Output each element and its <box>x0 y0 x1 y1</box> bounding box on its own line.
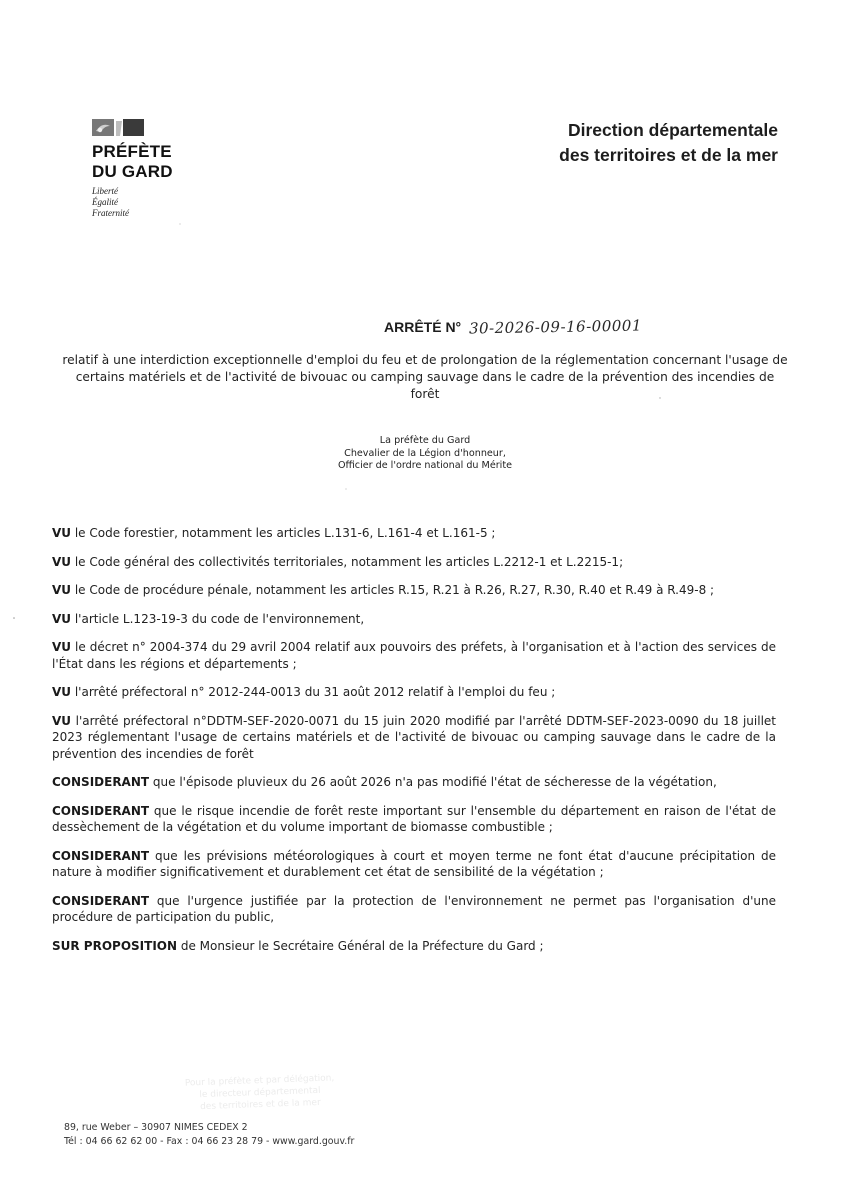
direction-line1: Direction départementale <box>567 120 778 140</box>
considerant-text: que l'urgence justifiée par la protection de l'environnement ne permet pas l'organisation d'une procédure de participation du public, <box>52 893 776 924</box>
considerant-keyword: CONSIDERANT <box>52 848 150 863</box>
bleed-line-2: le directeur départemental <box>199 1085 321 1101</box>
motto-egalite: Égalité <box>92 197 118 207</box>
prefect-honour-1: Chevalier de la Légion d'honneur, <box>344 447 506 459</box>
considerant-keyword: CONSIDERANT <box>52 775 150 789</box>
motto-fraternite: Fraternité <box>92 208 129 218</box>
footer-contact: Tél : 04 66 62 62 00 - Fax : 04 66 23 28 79 - www.gard.gouv.fr <box>64 1135 355 1147</box>
considerant-text: l'article L.123-19-3 du code de l'environnement, <box>71 611 365 626</box>
arrete-subject: relatif à une interdiction exceptionnelle d'emploi du feu et de prolongation de la réglementation concernant l'usage de certains matériels et de l'activité de bivouac ou camping sauvage dans le cadre de la prévention des incendies de forêt <box>62 353 788 401</box>
considerant-text: que les prévisions météorologiques à court et moyen terme ne font état d'aucune précipitation de nature à modifier significativement et durablement cet état de sensibilité de la végétation ; <box>52 848 776 879</box>
considerant-text: de Monsieur le Secrétaire Général de la Préfecture du Gard ; <box>177 938 544 953</box>
considerant-text: l'arrêté préfectoral n° 2012-244-0013 du 31 août 2012 relatif à l'emploi du feu ; <box>71 685 556 699</box>
prefecture-name-line1: PRÉFÈTE <box>92 142 172 161</box>
bleed-line-3: des territoires et de la mer <box>199 1097 321 1113</box>
considerant-keyword: VU <box>52 526 72 540</box>
considerant-text: le Code de procédure pénale, notamment les articles R.15, R.21 à R.26, R.27, R.30, R.40 et R.49 à R.49-8 ; <box>71 583 715 597</box>
footer-address: 89, rue Weber – 30907 NIMES CEDEX 2 <box>64 1122 248 1133</box>
considerant-keyword: CONSIDERANT <box>52 803 150 818</box>
arrete-label: ARRÊTÉ N° <box>384 319 462 335</box>
direction-line2: des territoires et de la mer <box>559 145 778 165</box>
considerant-keyword: VU <box>52 554 72 569</box>
considerant-keyword: VU <box>52 713 72 728</box>
prefect-honour-2: Officier de l'ordre national du Mérite <box>337 460 513 471</box>
considerant-keyword: VU <box>52 685 72 699</box>
considerant-keyword: CONSIDERANT <box>52 893 150 908</box>
bleed-line-1: Pour la préfète et par délégation, <box>184 1073 335 1089</box>
prefecture-name-line2: DU GARD <box>92 162 173 181</box>
considerant-keyword: SUR PROPOSITION <box>52 938 178 953</box>
considerant-text: l'arrêté préfectoral n°DDTM-SEF-2020-0071 du 15 juin 2020 modifié par l'arrêté DDTM-SEF-2023-0090 du 18 juillet 2023 réglementant l'usage de certains matériels et de l'activité de bivouac ou camping sauvage dans le cadre de la prévention des incendies de forêt <box>52 713 776 761</box>
considerant-text: le Code forestier, notamment les articles L.131-6, L.161-4 et L.161-5 ; <box>71 526 496 540</box>
considerant-text: que l'épisode pluvieux du 26 août 2026 n'a pas modifié l'état de sécheresse de la végétation, <box>149 775 717 789</box>
considerant-keyword: VU <box>52 640 72 654</box>
considerant-keyword: VU <box>52 611 72 626</box>
prefect-title: La préfète du Gard <box>379 435 471 446</box>
considerant-text: le décret n° 2004-374 du 29 avril 2004 relatif aux pouvoirs des préfets, à l'organisation et à l'action des services de l'État dans les régions et départements ; <box>52 640 776 671</box>
motto-liberte: Liberté <box>92 186 118 196</box>
considerant-text: le Code général des collectivités territoriales, notamment les articles L.2212-1 et L.2215-1; <box>71 554 624 569</box>
considerant-keyword: VU <box>52 583 72 597</box>
considerant-text: que le risque incendie de forêt reste important sur l'ensemble du département en raison de l'état de dessèchement de la végétation et du volume important de biomasse combustible ; <box>52 803 776 834</box>
arrete-number-handwritten: 30-2026-09-16-00001 <box>468 316 643 338</box>
